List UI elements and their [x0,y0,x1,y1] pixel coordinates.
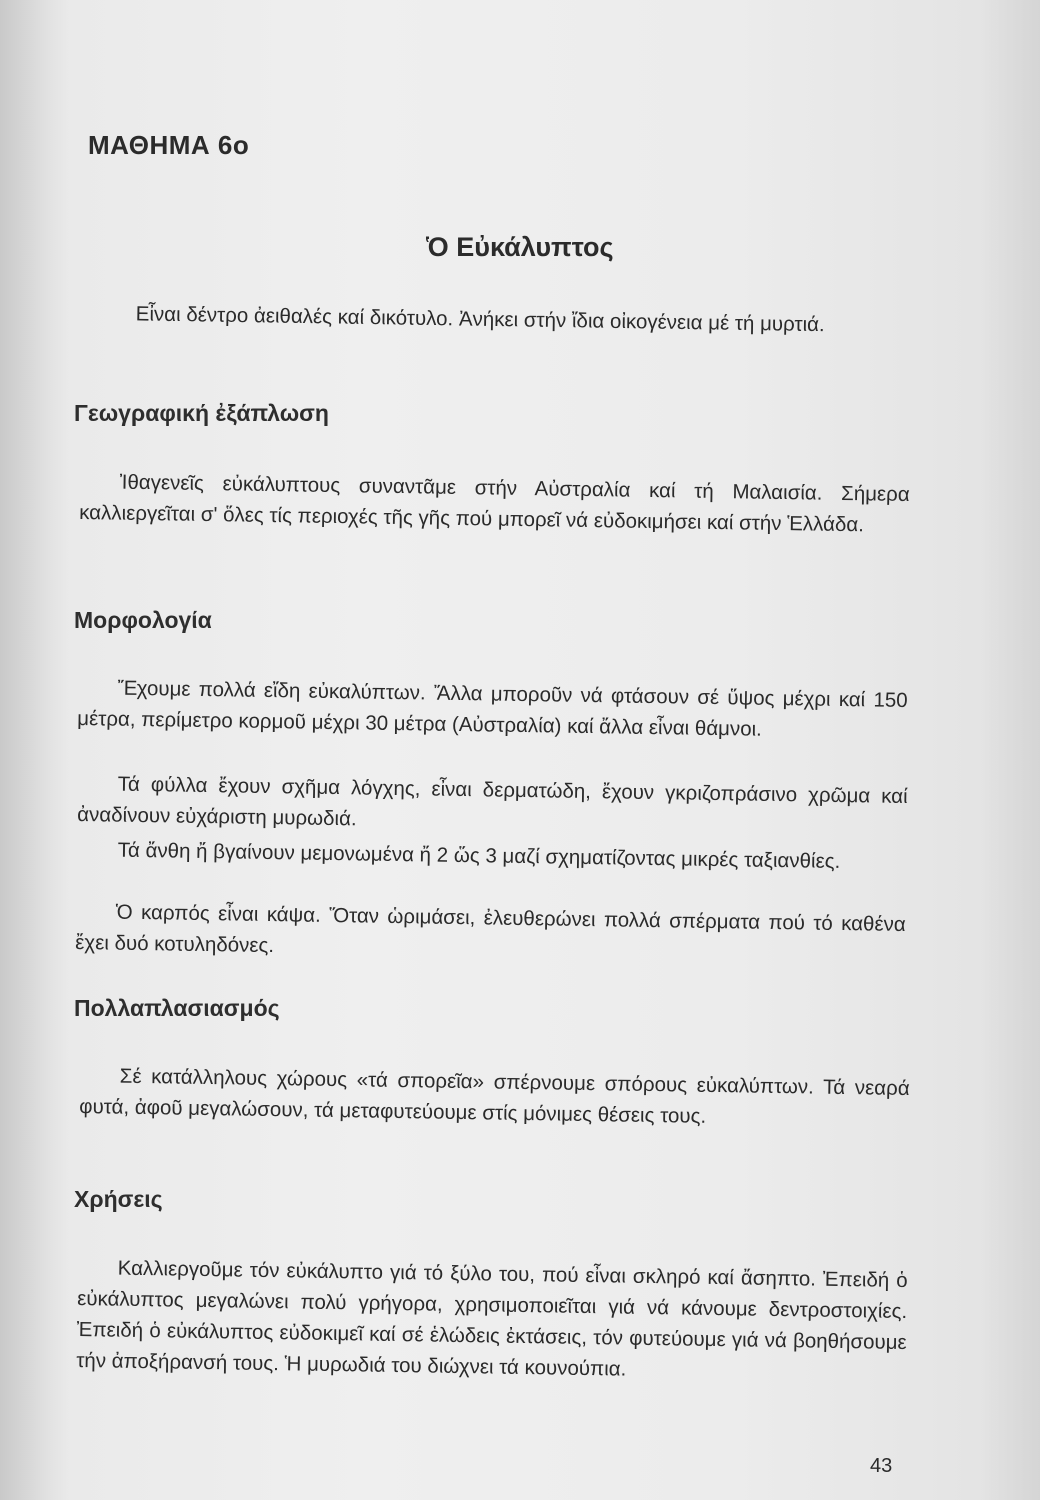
geography-paragraph: Ἰθαγενεῖς εὐκάλυπτους συναντᾶμε στήν Αὐστραλία καί τή Μαλαισία. Σήμερα καλλιεργεῖται σ' ὅλες τίς περιοχές τῆς γῆς πού μπορεῖ νά εὐδοκιμήσει καί στήν Ἑλλάδα. [79,470,910,537]
page-number: 43 [870,1455,893,1477]
morphology-paragraph: Ἔχουμε πολλά εἴδη εὐκαλύπτων. Ἄλλα μποροῦν νά φτάσουν σέ ὕψος μέχρι καί 150 μέτρα, περίμετρο κορμοῦ μέχρι 30 μέτρα (Αὐστραλία) καί ἄλλα εἶναι θάμνοι. [77,676,908,741]
section-heading-morphology: Μορφολογία [74,607,212,633]
propagation-paragraph: Σέ κατάλληλους χώρους «τά σπορεῖα» σπέρνουμε σπόρους εὐκαλύπτων. Τά νεαρά φυτά, ἀφοῦ μεγαλώσουν, τά μεταφυτεύουμε στίς μόνιμες θέσεις τους. [79,1064,910,1128]
section-heading-geography: Γεωγραφική ἐξάπλωση [74,400,329,426]
section-heading-uses: Χρήσεις [74,1186,163,1212]
page-binding-shadow [0,0,70,1500]
morphology-paragraph: Ὁ καρπός εἶναι κάψα. Ὅταν ὡριμάσει, ἐλευθερώνει πολλά σπέρματα πού τό καθένα ἔχει δυό κοτυληδόνες. [75,900,906,958]
uses-paragraph: Καλλιεργοῦμε τόν εὐκάλυπτο γιά τό ξύλο του, πού εἶναι σκληρό καί ἄσηπτο. Ἐπειδή ὁ εὐκάλυπτος μεγαλώνει πολύ γρήγορα, χρησιμοποιεῖται γιά νά κάνουμε δεντροστοιχίες. Ἐπειδή ὁ εὐκάλυπτος εὐδοκιμεῖ καί σέ ἑλώδεις ἐκτάσεις, τόν φυτεύουμε γιά νά βοηθήσουμε τήν ἀποξήρανσή τους. Ἡ μυρωδιά του διώχνει τά κουνούπια. [76,1256,908,1381]
section-heading-propagation: Πολλαπλασιασμός [74,995,280,1021]
morphology-paragraph: Τά φύλλα ἔχουν σχῆμα λόγχης, εἶναι δερματώδη, ἔχουν γκριζοπράσινο χρῶμα καί ἀναδίνουν εὐχάριστη μυρωδιά. [77,772,908,831]
morphology-paragraph: Τά ἄνθη ἤ βγαίνουν μεμονωμένα ἤ 2 ὥς 3 μαζί σχηματίζοντας μικρές ταξιανθίες. [117,838,841,873]
intro-paragraph: Εἶναι δέντρο ἀειθαλές καί δικότυλο. Ἀνήκει στήν ἴδια οἰκογένεια μέ τή μυρτιά. [135,302,825,337]
page-edge-shadow [980,0,1040,1500]
lesson-label: ΜΑΘΗΜΑ 6ο [88,130,250,160]
page-title: Ὁ Εὐκάλυπτος [426,232,614,262]
